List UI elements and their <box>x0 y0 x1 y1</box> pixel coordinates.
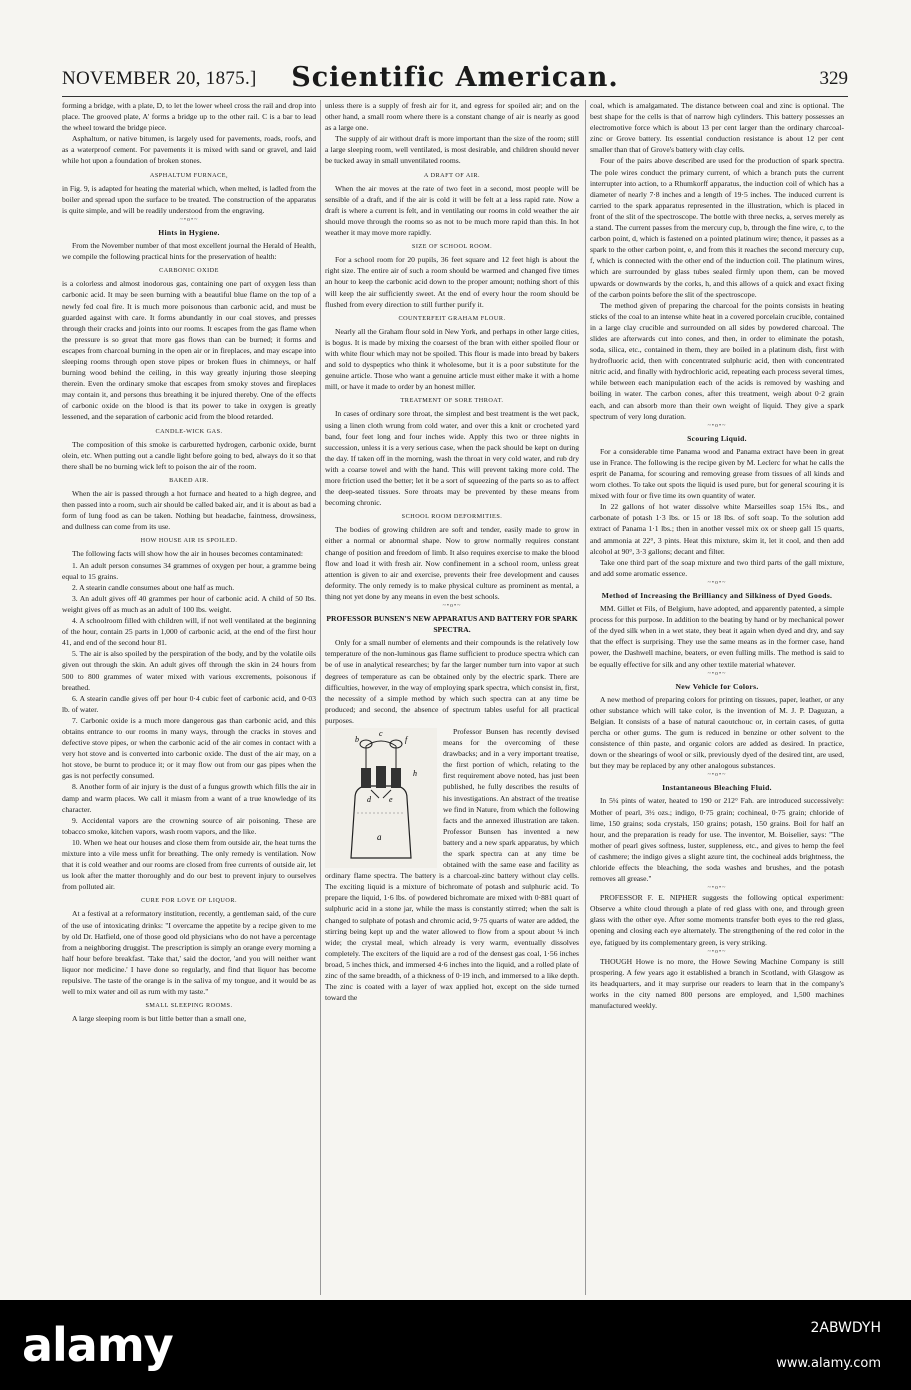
paragraph: For a school room for 20 pupils, 36 feet square and 12 feet high is about the right size. The entire air of such a room should be warmed and changed five times an hour to keep the carbonic acid down to the proper amount; nothing short of this will keep the air sufficiently sweet. At the end of every hour the room should be flushed from every direction to still further purify it. <box>325 255 579 309</box>
page-number: 329 <box>819 68 848 89</box>
list-item: 10. When we heat our houses and close them from outside air, the heat turns the mixture into a vile mess unfit for breathing. The only remedy is ventilation. Now that it is cold weather and our rooms are closed from free currents of outside air, let us look after the matter thoroughly and do our best to prevent injury to ourselves from polluted air. <box>62 837 316 892</box>
paragraph: MM. Gillet et Fils, of Belgium, have adopted, and apparently patented, a simple process for this purpose. In addition to the beating by hand or by mechanical power of the dyed silk when in a wet state, they beat it again when dyed and dry, and say that the effect is surprising. They use the same means as in the former case, hand power, the Dashwell machine, beaters, or even fulling mills. The method is said to be equally effective for silk and any other textile material whatever. <box>590 604 844 669</box>
ornament-divider: ~•o•~ <box>707 670 727 677</box>
list-item: 6. A stearin candle gives off per hour 0·4 cubic feet of carbonic acid, and 0·03 lb. of water. <box>62 693 316 714</box>
ornament-divider: ~•o•~ <box>707 422 727 429</box>
figure-label: a <box>377 831 382 842</box>
alamy-logo: alamy <box>22 1318 173 1372</box>
paragraph: The bodies of growing children are soft and tender, easily made to grow in either a normal or abnormal shape. Now to grow normally requires constant change of position and freedom of limb. It also requires exercise to make the blood flow and load it with fresh air. Now confinement in a school room, unless great attention is given to air and exercise, prevents their free development and causes deformity. The only remedy is to make physical culture as prominent as mental, a thing not yet done by any means in even the best schools. <box>325 525 579 601</box>
subheading: A DRAFT OF AIR. <box>423 171 481 179</box>
list-item: 8. Another form of air injury is the dust of a fungus growth which fills the air in damp and warm places. We call it miasm from a want of a true knowledge of its character. <box>62 782 316 814</box>
page-header <box>62 62 848 96</box>
masthead-title: Scientific American. <box>291 62 619 93</box>
paragraph: Four of the pairs above described are used for the production of spark spectra. The pole wires conduct the primary current, of which a branch puts the current interrupter into action, to a Rhumkorff apparatus, the induction coil of which has a diameter of nearly 7·8 inches and a length of 19·5 inches. The induced current is carried to the spark apparatus represented in the illustration, which is placed in front of the slit of the spectroscope. The bottle with three necks, a, serves merely as a stand. The current passes from the mercury cup, b, through the fine wire, c, to the carbon point, d, which is fastened on a pointed platinum wire; thence, it passes as a spark to the other carbon point, e, and from this it reaches the second mercury cup, f, which is connected with the other end of the induction coil. The platinum wires, which are surrounded by glass tubes sealed firmly upon them, can be moved upwards or downwards by the corks, h, and this allows of a quick and exact fixing of the carbon points before the slit of the spectroscope. <box>590 156 844 299</box>
subheading: CURE FOR LOVE OF LIQUOR. <box>140 897 238 905</box>
paragraph: The following facts will show how the air in houses becomes contaminated: <box>72 549 303 559</box>
paragraph: PROFESSOR F. E. NIPHER suggests the following optical experiment: Observe a white cloud through a plate of red glass with one, and through green glass with the other eye. After some moments transfer both eyes to the red glass, opening and closing each eye alternately. The strengthening of the red color in the eye, fatigued by its complementary green, is very striking. <box>590 893 844 947</box>
paragraph: In 5¼ pints of water, heated to 190 or 212° Fah. are introduced successively: Mother of pearl, 3½ ozs.; indigo, 0·75 grain; cochineal, 0·75 grain; chloride of lime, 150 grains; soda crystals, 150 grains; potash, 150 grains. Boil for half an hour, and the preparation is ready for use. The inventor, M. Boiselier, says: "The mother of pearl gives softness, luster, suppleness, etc., and gives to hemp the feel of cashmere; the indigo gives a slight azure tint, the cochineal adds brightness, the chloride effects the bleaching, the soda washes and brushes, and the potash removes all grease." <box>590 796 844 884</box>
ornament-divider: ~•o•~ <box>442 603 462 610</box>
article-heading: PROFESSOR BUNSEN'S NEW APPARATUS AND BATTERY FOR SPARK SPECTRA. <box>326 614 578 635</box>
paragraph: coal, which is amalgamated. The distance between coal and zinc is optional. The best shape for the cells is that of narrow high cylinders. This battery possesses an electromotive force which is about 13 per cent larger than the ordinary charcoal-zinc or Grove battery. Its essential conduction resistance is about 12 per cent smaller than that of Grove's battery with clay cells. <box>590 101 844 155</box>
subheading: TREATMENT OF SORE THROAT. <box>400 397 504 405</box>
article-heading: Instantaneous Bleaching Fluid. <box>662 783 772 793</box>
article-heading: New Vehicle for Colors. <box>675 681 759 691</box>
image-code: 2ABWDYH <box>810 1320 881 1336</box>
paragraph: The composition of this smoke is carburetted hydrogen, carbonic oxide, burnt olein, etc. When putting out a candle light before going to bed, always do it so that there shall be no burning wick left to poison the air of the room. <box>62 439 316 471</box>
subheading: BAKED AIR. <box>169 476 209 484</box>
list-item: 7. Carbonic oxide is a much more dangerous gas than carbonic acid, and this obtains entrance to our rooms in many ways, through the cracks in stoves and defective stove pipes, or when the carbonic acid of the air comes in contact with a very hot stove and is converted into carbonic oxide. The dust of the air may, on a hot stove, be burnt to produce it; or it may flow out from our gas pipes when the gas is not perfectly consumed. <box>62 715 316 781</box>
ornament-divider: ~•o•~ <box>179 216 199 223</box>
paragraph: Asphaltum, or native bitumen, is largely used for pavements, roads, roofs, and as a waterproof cement. For pavements it is mixed with sand or gravel, and laid while hot upon a foundation of broken stones. <box>62 134 316 166</box>
ornament-divider: ~•o•~ <box>707 885 727 892</box>
spark-apparatus-illustration <box>325 728 437 868</box>
paragraph: The method given of preparing the charcoal for the points consists in heating sticks of the coal to an intense white heat in a covered porcelain crucible, contained in a large clay crucible and surrounded on all sides by powdered charcoal. The slides are afterwards cut into cones, and then, in order to eliminate the potash, soda, silica, etc., contained in them, they are boiled in a platinum dish, first with hydrofluoric acid, then with concentrated sulphuric acid, then with concentrated nitric acid, and finally with hydrochloric acid, repeating each process several times, while between each manipulation each of the acids is removed by washing and boiling in water. The carbon cones, after this treatment, weigh about 0·2 grain each, and can absorb more than their own weight of liquid. They give a spark spectrum of very long duration. <box>590 300 844 421</box>
paragraph: In cases of ordinary sore throat, the simplest and best treatment is the wet pack, using a linen cloth wrung from cold water, and over this a knit or crocheted yard band, four feet long and four inches wide. Apply this two or three nights in succession, unless it is a very serious case, when the pack should be kept on during the day. If taken off in the morning, wash the throat in very cold water, and rub dry with a coarse towel and with the hand. This will prevent taking more cold. The more friction used the better; let it be a sort of squeezing of the parts so as to affect the deep-seated tissues. Sore throats may be prevented by these means from becoming chronic. <box>325 409 579 508</box>
column-3 <box>590 100 844 1295</box>
column-divider <box>585 100 586 1295</box>
paragraph: A large sleeping room is but little better than a small one, <box>72 1014 247 1024</box>
subheading: ASPHALTUM FURNACE, <box>149 171 229 179</box>
paragraph: When the air is passed through a hot furnace and heated to a high degree, and then passed into a room, such air should be called baked air, and it is about as bad a form of lung food as can be taken. Nothing but headache, faintness, drowsiness, and dullness can come from its use. <box>62 489 316 532</box>
cork-center <box>376 766 386 788</box>
paragraph: Take one third part of the soap mixture and two third parts of the gall mixture, and add some aromatic essence. <box>590 557 844 578</box>
paragraph: When the air moves at the rate of two feet in a second, most people will be sensible of a draft, and if the air is cold it will be felt at a less rapid rate. Now a draft is where a current is felt, and in ventilating our rooms in cold weather the air should move through the rooms so as not to be much more rapid than this. In hot weather it may move more rapidly. <box>325 183 579 238</box>
subheading: CANDLE-WICK GAS. <box>155 427 223 435</box>
paragraph: A new method of preparing colors for printing on tissues, paper, leather, or any other substance which will take color, is the invention of M. J. P. Daguzan, a Belgian. It consists of a base of natural caoutchouc or, in certain cases, of gutta percha or other gums. The gum is reduced in benzine or other solvent to the consistence of thin paste, and organic colors are added as desired. In practice, down or the shearings of wool or silk, previously dyed of the desired tint, are used, but they may be replaced by any other analogous substances. <box>590 694 844 771</box>
subheading: CARBONIC OXIDE <box>159 267 219 275</box>
figure-label: f <box>405 734 408 744</box>
paragraph: Only for a small number of elements and their compounds is the relatively low temperature of the non-luminous gas flame sufficient to produce spectra which can be of use in analytical researches; by far the larger number turn into vapor at such degrees of temperature as can be obtained only by the electric spark. There are difficulties, however, in the way of employing spark spectra, which consist in, first, the necessity of a simple method by which such spectra can at any time be produced; and second, the absence of spectrum tables useful for all practical purposes. <box>325 638 579 725</box>
paragraph: Nearly all the Graham flour sold in New York, and perhaps in other large cities, is bogus. It is made by mixing the coarsest of the bran with either spoiled flour or with white flour which may not be spoiled. This flour is made into bread by bakers and sold to dyspeptics who think it wholesome, but it is a poor substitute for the genuine article. Those who want a genuine article must either make it with a home mill, or have it made to order by an honest miller. <box>325 326 579 392</box>
paragraph: Professor Bunsen has recently devised means for the overcoming of these drawbacks; and in a very important treatise, the first portion of which, relating to the first requirement above noted, has just been published, he fully describes the results of his investigations. An abstract of the treatise we find in Nature, from which the following facts and the annexed illustration are taken. Professor Bunsen has invented a new battery and a new spark apparatus, by which the spark spectra can at any time be obtained with the same ease and facility as ordinary flame spectra. The battery is a charcoal-zinc battery without clay cells. The exciting liquid is a mixture of bichromate of potash and sulphuric acid. To prepare the liquid, 1·6 lbs. of powdered bichromate are mixed with 0·881 quart of sulphuric acid in a stone jar, while the mass is constantly stirred; when the salt is changed to sulphate of potash and chromic acid, 9·75 quarts of water are added, the stirring being kept up and the water allowed to flow from a spout about ⅛ inch wide; the crystal meal, which already is very warm, eventually dissolves completely. The exciters of the liquid are a rod of the densest gas coal, 1·56 inches broad, 5 inches thick, and immersed 4·6 inches into the liquid, and a rolled plate of zinc of the same breadth, of a thickness of 0·19 inch, and immersed to a like depth. The zinc is coated with a layer of wax applied hot, except on the side turned toward the <box>325 726 579 1003</box>
watermark-url: www.alamy.com <box>776 1356 881 1371</box>
subheading: SIZE OF SCHOOL ROOM. <box>411 243 493 251</box>
figure-label: h <box>413 768 417 778</box>
paragraph: THOUGH Howe is no more, the Howe Sewing Machine Company is still prospering. A few years ago it established a branch in Scotland, with Glasgow as its headquarters, and it may surprise our readers to learn that in the company's works in the city named 800 persons are employed, and 1,500 machines manufactured weekly. <box>590 956 844 1011</box>
ornament-divider: ~•o•~ <box>707 948 727 955</box>
paragraph: In 22 gallons of hot water dissolve white Marseilles soap 15¼ lbs., and carbonate of potash 1·3 lbs. or 15 or 18 lbs. of soft soap. To the solution add extract of Panama 1·1 lbs.; then in another vessel mix ox or sheep gall 15 quarts, and ammonia at 22°, 3 pints. Heat this mixture, skim it, let it cool, and then add alcohol at 90°, 3·3 gallons; decant and filter. <box>590 502 844 556</box>
list-item: 1. An adult person consumes 34 grammes of oxygen per hour, a gramme being equal to 15 grains. <box>62 560 316 581</box>
figure-label: b <box>355 734 359 744</box>
cork-right <box>391 768 401 788</box>
paragraph: At a festival at a reformatory institution, recently, a gentleman said, of the cure of the use of intoxicating drinks: "I overcame the appetite by a recipe given to me by old Dr. Hatfield, one of those good old physicians who do not have a percentage from a neighboring druggist. The prescription is simply an orange every morning a half hour before breakfast. 'Take that,' said the doctor, 'and you will neither want liquor nor medicine.' I have done so regularly, and find that liquor has become repulsive. The taste of the orange is in the saliva of my tongue, and it would be as well to mix water and oil as rum with my taste." <box>62 909 316 997</box>
article-heading: Hints in Hygiene. <box>158 227 220 237</box>
list-item: 4. A schoolroom filled with children will, if not well ventilated at the beginning of the hour, contain 25 parts in 1,000 of carbonic acid, at the end of the first hour 41, and end of the second hour 81. <box>62 616 316 648</box>
apparatus-drawing <box>325 728 437 868</box>
article-heading: Scouring Liquid. <box>687 433 747 443</box>
paragraph: For a considerable time Panama wood and Panama extract have been in great use in France. The following is the recipe given by M. Leclerc for what he calls the esprit de Panama, for scouring and removing grease from tissues of all kinds and worn clothes. To take out spots the liquid is used pure, but for general scouring it is mixed with four or five time its own quantity of water. <box>590 446 844 501</box>
subheading: SCHOOL ROOM DEFORMITIES. <box>401 513 503 521</box>
list-item: 5. The air is also spoiled by the perspiration of the body, and by the volatile oils given out through the skin. An adult gives off through the skin in 24 hours from 500 to 800 grammes of water mixed with various excrements, poisonous if breathed. <box>62 649 316 692</box>
subheading: SMALL SLEEPING ROOMS. <box>145 1002 233 1010</box>
column-2 <box>325 100 579 1295</box>
paragraph: forming a bridge, with a plate, D, to let the lower wheel cross the rail and drop into place. The grooved plate, A' forms a bridge up to the other rail. C is a bar to lead the wheel toward the bridge piece. <box>62 101 316 133</box>
cork-left <box>361 768 371 788</box>
issue-date: NOVEMBER 20, 1875.] <box>62 68 257 89</box>
paragraph: is a colorless and almost inodorous gas, containing one part of oxygen less than carbonic acid. It may be seen burning with a beautiful blue flame on the top of a newly fed coal fire. It is much more poisonous than carbonic acid, and must be guarded against with care. It forms abundantly in our coal stoves, and presses through their cracks and joints into our rooms. It escapes from the gas flame when the pressure is so great that more gas flows than can be burned; it forms and escapes from charcoal burning in the open air or in fireplaces, and may escape into sleeping rooms through open stove pipes or broken flues in chimneys, or half burning wood behind the ceiling, in this way greatly injuring those sleeping therein. Even the ordinary smoke that escapes from smoky stoves and fireplaces may contain it, and persons thus breathing it be injured thereby. One of the effects of carbonic oxide on the blood is that its power to take in oxygen is greatly lessened, and the separation of carbonic acid from the blood retarded. <box>62 279 316 422</box>
ornament-divider: ~•o•~ <box>707 772 727 779</box>
stock-watermark-bar <box>0 1300 911 1390</box>
figure-label: d <box>367 794 371 804</box>
ornament-divider: ~•o•~ <box>707 579 727 586</box>
column-divider <box>320 100 321 1295</box>
list-item: 2. A stearin candle consumes about one half as much. <box>72 582 235 592</box>
paragraph: unless there is a supply of fresh air for it, and egress for spoiled air; and on the other hand, a small room where there is a constant change of air is nearly as good as a large one. <box>325 101 579 133</box>
header-rule <box>62 96 848 97</box>
article-heading: Method of Increasing the Brilliancy and Silkiness of Dyed Goods. <box>601 590 833 600</box>
list-item: 3. An adult gives off 40 grammes per hour of carbonic acid. A child of 50 lbs. weight gives off as much as an adult of 100 lbs. weight. <box>62 593 316 614</box>
paragraph: in Fig. 9, is adapted for heating the material which, when melted, is ladled from the boiler and spread upon the surface to be treated. The construction of the apparatus is quite simple, and will be readily understood from the engraving. <box>62 183 316 215</box>
column-1 <box>62 100 316 1295</box>
subheading: COUNTERFEIT GRAHAM FLOUR. <box>398 314 506 322</box>
paragraph: From the November number of that most excellent journal the Herald of Health, we compile the following practical hints for the preservation of health: <box>62 241 316 262</box>
subheading: HOW HOUSE AIR IS SPOILED. <box>140 537 238 545</box>
paragraph: The supply of air without draft is more important than the size of the room; still a large sleeping room, well ventilated, is most desirable, and children should never be tucked away in small unventilated rooms. <box>325 134 579 166</box>
list-item: 9. Accidental vapors are the crowning source of air poisoning. These are tobacco smoke, kitchen vapors, wash room vapors, and the like. <box>62 815 316 836</box>
figure-label: c <box>379 728 383 738</box>
figure-label: e <box>389 794 393 804</box>
